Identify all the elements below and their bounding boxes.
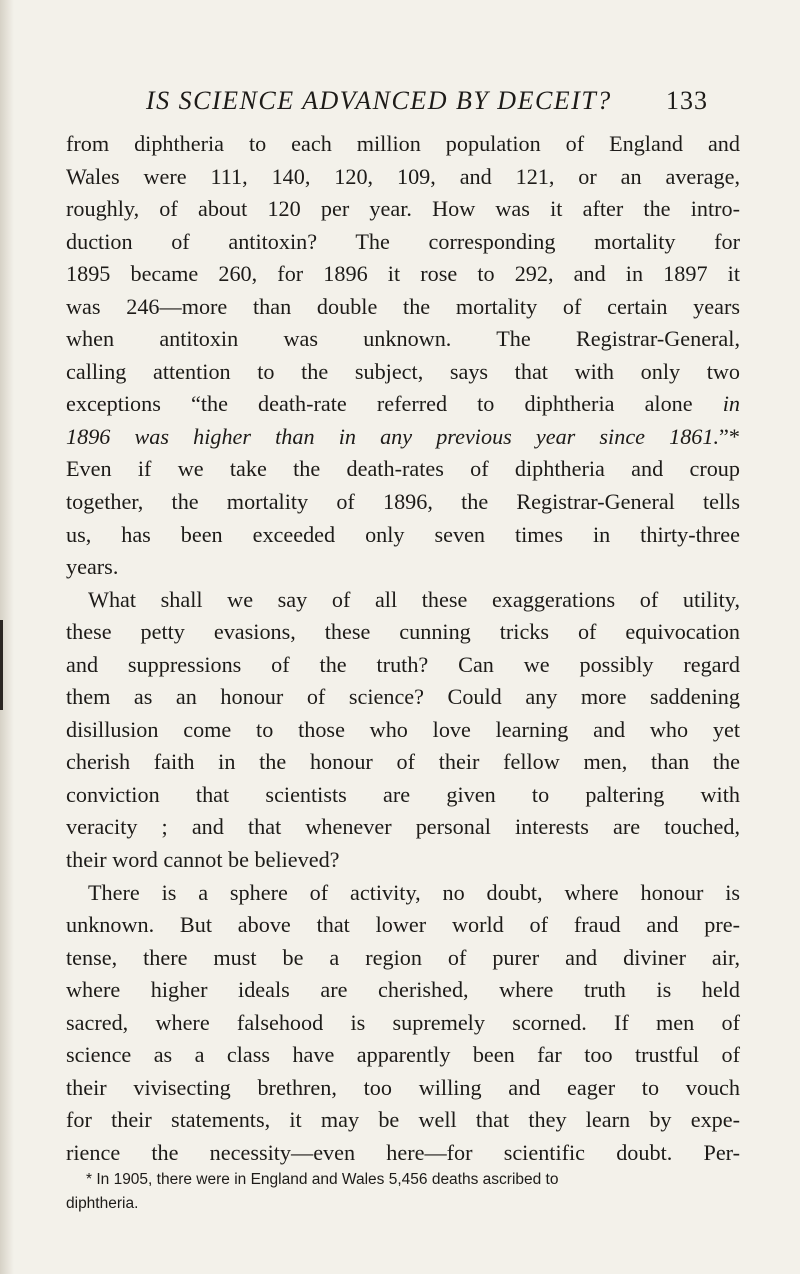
body-line-with-italic: exceptions “the death-rate referred to diphtheria alone in	[66, 391, 740, 417]
body-line: What shall we say of all these exaggerations of utility,	[88, 586, 740, 612]
body-line: together, the mortality of 1896, the Registrar-General tells	[66, 489, 740, 515]
body-line: disillusion come to those who love learning and who yet	[66, 716, 740, 742]
body-line: roughly, of about 120 per year. How was it after the intro-	[66, 196, 740, 222]
body-line: rience the necessity—even here—for scientific doubt. Per-	[66, 1139, 740, 1165]
body-line: There is a sphere of activity, no doubt, where honour is	[88, 879, 740, 905]
body-line: us, has been exceeded only seven times in thirty-three	[66, 521, 740, 547]
body-line: tense, there must be a region of purer and diviner air,	[66, 944, 740, 970]
body-line: from diphtheria to each million population of England and	[66, 131, 740, 156]
body-line: science as a class have apparently been far too trustful of	[66, 1042, 740, 1068]
running-header-title: IS SCIENCE ADVANCED BY DECEIT?	[146, 86, 612, 115]
body-line-italic-quote	[66, 421, 740, 454]
body-line: cherish faith in the honour of their fellow men, than the	[66, 749, 740, 775]
body-line: veracity ; and that whenever personal interests are touched,	[66, 814, 740, 840]
italic-quote: 1896 was higher than in any previous year since 1861.	[66, 423, 720, 449]
binding-mark	[0, 620, 3, 710]
body-line: where higher ideals are cherished, where truth is held	[66, 977, 740, 1003]
body-line: calling attention to the subject, says that with only two	[66, 358, 740, 384]
quote-footnote-marker: ”*	[719, 423, 740, 449]
body-line: their word cannot be believed?	[66, 847, 340, 873]
page-number: 133	[666, 86, 708, 115]
body-line: conviction that scientists are given to paltering with	[66, 781, 740, 807]
italic-word: in	[722, 391, 740, 417]
body-line: was 246—more than double the mortality of certain years	[66, 293, 740, 319]
footnote-line: diphtheria.	[66, 1195, 139, 1212]
footnote-line: * In 1905, there were in England and Wales 5,456 deaths ascribed to	[86, 1171, 559, 1188]
body-line: Wales were 111, 140, 120, 109, and 121, or an average,	[66, 163, 740, 189]
footnote	[66, 1168, 740, 1216]
body-line: when antitoxin was unknown. The Registrar-General,	[66, 326, 740, 352]
body-text	[66, 128, 740, 1170]
body-line: their vivisecting brethren, too willing and eager to vouch	[66, 1074, 740, 1100]
body-line: and suppressions of the truth? Can we possibly regard	[66, 651, 740, 677]
body-line: duction of antitoxin? The corresponding mortality for	[66, 228, 740, 254]
body-line: years.	[66, 554, 119, 580]
body-line: them as an honour of science? Could any more saddening	[66, 684, 740, 710]
body-line: sacred, where falsehood is supremely scorned. If men of	[66, 1009, 740, 1035]
body-line: unknown. But above that lower world of fraud and pre-	[66, 912, 740, 938]
body-line: Even if we take the death-rates of diphtheria and croup	[66, 456, 740, 482]
body-line: these petty evasions, these cunning tricks of equivocation	[66, 619, 740, 645]
body-line: for their statements, it may be well that they learn by expe-	[66, 1107, 740, 1133]
body-line: 1895 became 260, for 1896 it rose to 292, and in 1897 it	[66, 261, 740, 287]
